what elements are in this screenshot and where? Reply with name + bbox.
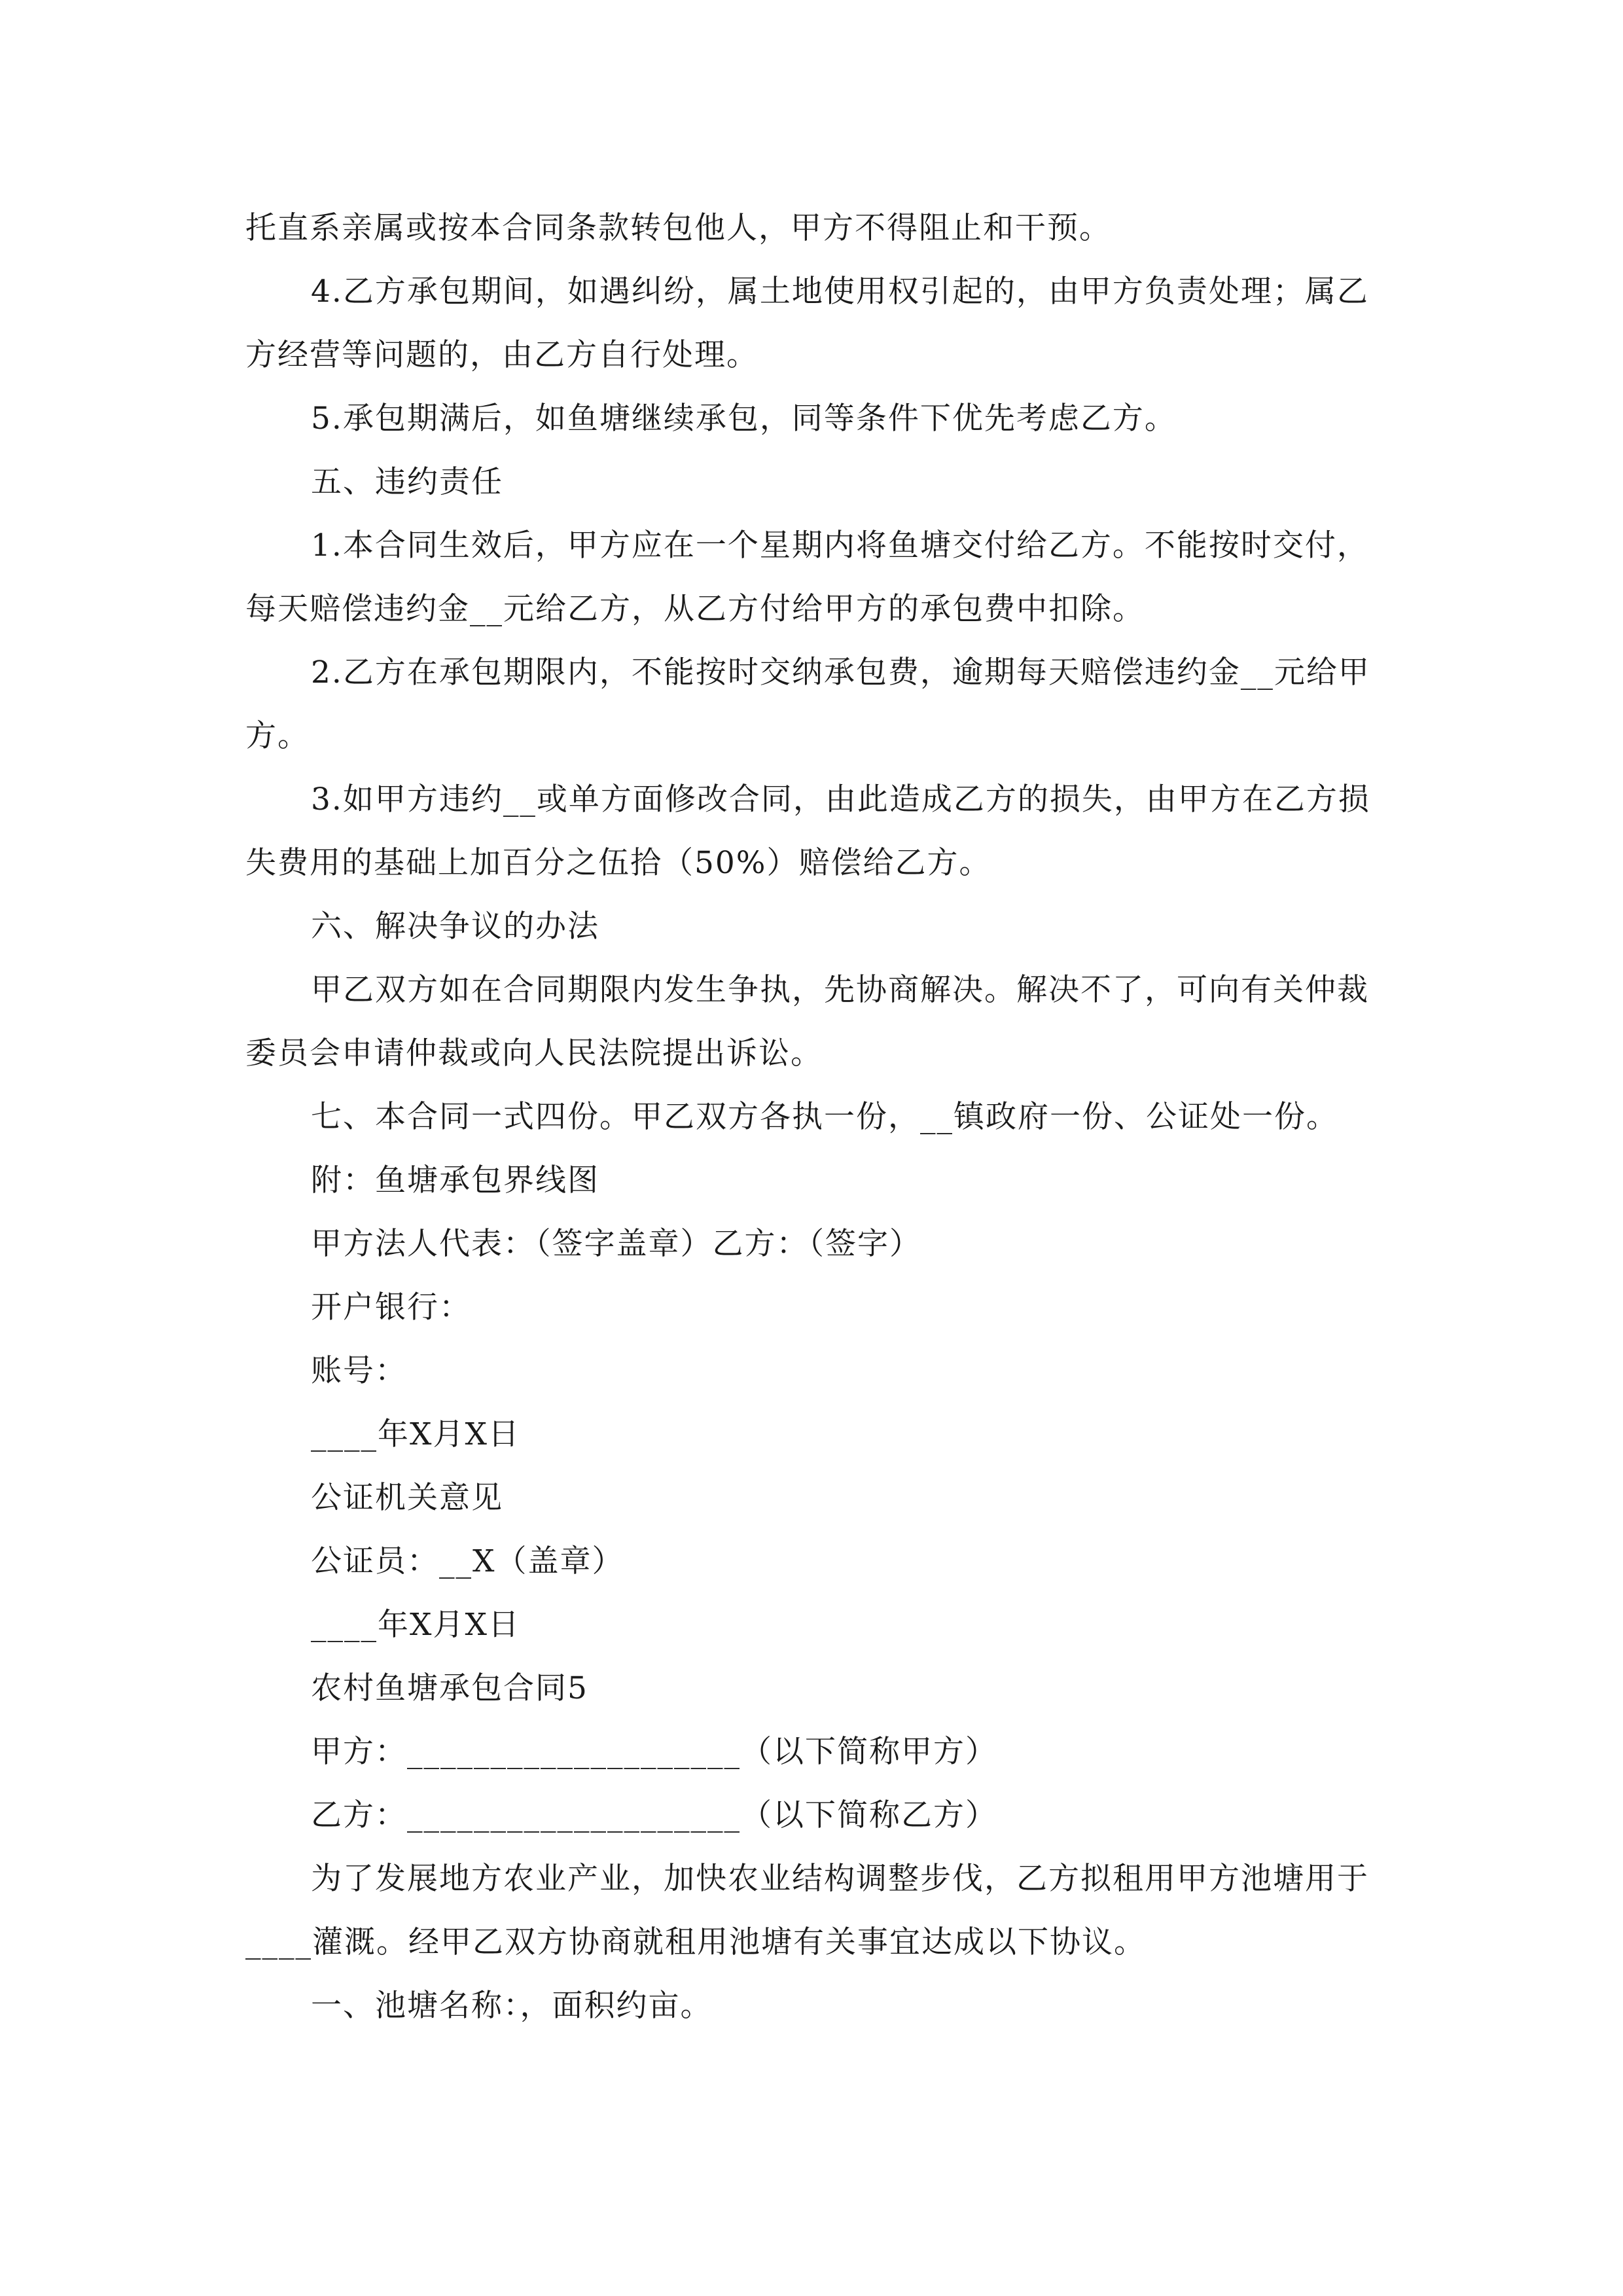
- party-a-line: 甲方：____________________（以下简称甲方）: [311, 1734, 997, 1770]
- bank-line: 开户银行：: [311, 1289, 471, 1325]
- contract-text: [245, 196, 1384, 2037]
- section-heading-breach: 五、违约责任: [311, 464, 503, 500]
- paragraph-line: 托直系亲属或按本合同条款转包他人，甲方不得阻止和干预。: [245, 210, 1111, 246]
- attachment-line: 附：鱼塘承包界线图: [311, 1162, 599, 1198]
- pond-name-line: 一、池塘名称：，面积约亩。: [311, 1988, 713, 2024]
- notary-line: 公证员：__X（盖章）: [311, 1543, 624, 1579]
- signature-line: 甲方法人代表：（签字盖章）乙方：（签字）: [311, 1226, 921, 1262]
- paragraph-line: 方经营等问题的，由乙方自行处理。: [245, 337, 758, 373]
- paragraph-line: 委员会申请仲裁或向人民法院提出诉讼。: [245, 1035, 823, 1071]
- date-line: ____年X月X日: [311, 1607, 520, 1643]
- dispute-paragraph-line: 甲乙双方如在合同期限内发生争执，先协商解决。解决不了，可向有关仲裁: [311, 972, 1369, 1008]
- contract-title: 农村鱼塘承包合同5: [311, 1670, 588, 1706]
- paragraph-line: ____灌溉。经甲乙双方协商就租用池塘有关事宜达成以下协议。: [245, 1924, 1146, 1960]
- breach-clause-2-line: 2.乙方在承包期限内，不能按时交纳承包费，逾期每天赔偿违约金__元给甲: [311, 655, 1370, 691]
- party-b-line: 乙方：____________________（以下简称乙方）: [311, 1797, 997, 1833]
- section-copies: 七、本合同一式四份。甲乙双方各执一份，__镇政府一份、公证处一份。: [311, 1099, 1338, 1135]
- preamble-line: 为了发展地方农业产业，加快农业结构调整步伐，乙方拟租用甲方池塘用于: [311, 1861, 1369, 1897]
- account-line: 账号：: [311, 1353, 407, 1389]
- paragraph-line: 每天赔偿违约金__元给乙方，从乙方付给甲方的承包费中扣除。: [245, 591, 1145, 627]
- section-heading-dispute: 六、解决争议的办法: [311, 908, 599, 944]
- date-line: ____年X月X日: [311, 1416, 520, 1452]
- breach-clause-3-line: 3.如甲方违约__或单方面修改合同，由此造成乙方的损失，由甲方在乙方损: [311, 781, 1370, 817]
- paragraph-line: 方。: [245, 718, 310, 754]
- paragraph-line: 失费用的基础上加百分之伍拾（50%）赔偿给乙方。: [245, 845, 991, 881]
- notary-opinion-heading: 公证机关意见: [311, 1480, 503, 1516]
- clause-4-line: 4.乙方承包期间，如遇纠纷，属土地使用权引起的，由甲方负责处理；属乙: [311, 274, 1369, 310]
- clause-5-line: 5.承包期满后，如鱼塘继续承包，同等条件下优先考虑乙方。: [311, 401, 1177, 437]
- breach-clause-1-line: 1.本合同生效后，甲方应在一个星期内将鱼塘交付给乙方。不能按时交付，: [311, 528, 1369, 564]
